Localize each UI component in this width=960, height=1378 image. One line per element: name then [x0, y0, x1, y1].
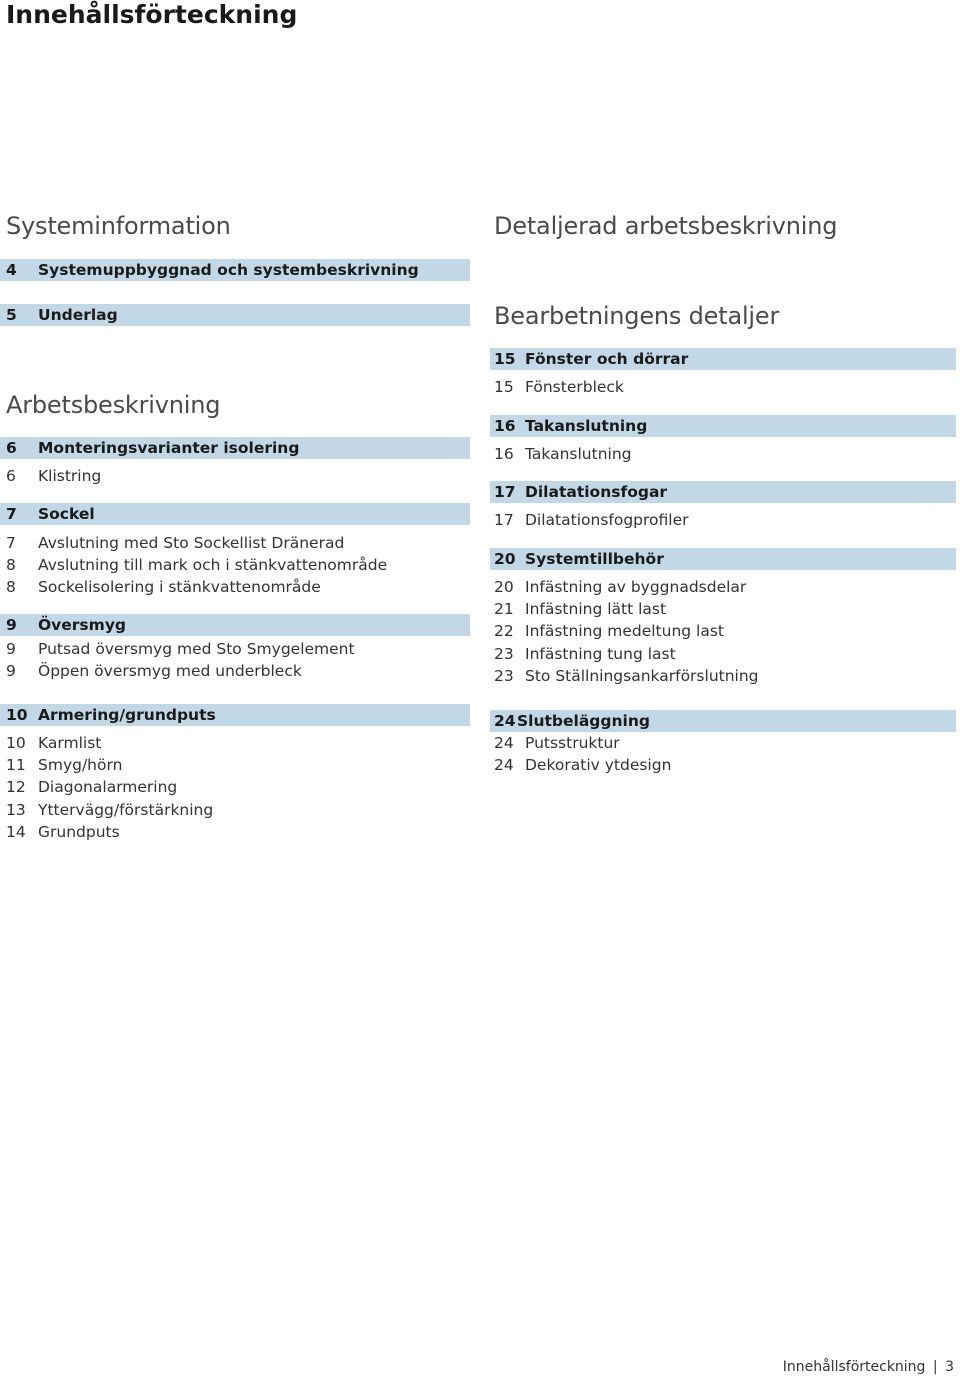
toc-page-number: 21: [494, 600, 514, 618]
toc-group-20[interactable]: [490, 548, 956, 570]
toc-group-15[interactable]: [490, 348, 956, 370]
toc-page-number: 13: [6, 801, 26, 819]
toc-page-number: 11: [6, 756, 26, 774]
toc-page-number: 24: [494, 712, 516, 730]
toc-page-number: 16: [494, 417, 516, 435]
toc-group-7[interactable]: [0, 503, 470, 525]
toc-page-number: 8: [6, 556, 16, 574]
toc-heading: Takanslutning: [525, 417, 648, 435]
toc-item[interactable]: [0, 465, 470, 487]
toc-item-label: Dekorativ ytdesign: [525, 756, 672, 774]
toc-item-label: Sockelisolering i stänkvattenområde: [38, 578, 321, 596]
toc-page-number: 14: [6, 823, 26, 841]
toc-page-number: 10: [6, 734, 26, 752]
toc-item[interactable]: [0, 660, 470, 682]
toc-item-label: Takanslutning: [525, 445, 632, 463]
toc-page-number: 10: [6, 706, 28, 724]
toc-item-label: Klistring: [38, 467, 102, 485]
toc-item-label: Avslutning till mark och i stänkvattenområde: [38, 556, 388, 574]
toc-page-number: 6: [6, 439, 17, 457]
section-title-systeminformation: Systeminformation: [6, 212, 231, 240]
page-title: Innehållsförteckning: [6, 0, 298, 29]
toc-item-label: Dilatationsfogprofiler: [525, 511, 689, 529]
toc-heading: Dilatationsfogar: [525, 483, 668, 501]
page-footer: [783, 1359, 954, 1375]
toc-page-number: 15: [494, 378, 514, 396]
toc-page-number: 12: [6, 778, 26, 796]
toc-page-number: 9: [6, 640, 16, 658]
toc-heading: Monteringsvarianter isolering: [38, 439, 300, 457]
toc-item[interactable]: [490, 598, 956, 620]
toc-item[interactable]: [490, 732, 956, 754]
toc-page-number: 15: [494, 350, 516, 368]
toc-page-number: 8: [6, 578, 16, 596]
toc-item[interactable]: [0, 732, 470, 754]
toc-page-number: 24: [494, 734, 514, 752]
toc-item-label: Grundputs: [38, 823, 120, 841]
toc-page-number: 17: [494, 483, 516, 501]
toc-item-label: Avslutning med Sto Sockellist Dränerad: [38, 534, 345, 552]
toc-page-number: 20: [494, 578, 514, 596]
toc-item-label: Smyg/hörn: [38, 756, 123, 774]
toc-group-6[interactable]: [0, 437, 470, 459]
toc-item-label: Sto Ställningsankarförslutning: [525, 667, 759, 685]
toc-heading: Slutbeläggning: [517, 712, 650, 730]
toc-group-17[interactable]: [490, 481, 956, 503]
toc-item-label: Infästning lätt last: [525, 600, 667, 618]
toc-item[interactable]: [490, 509, 956, 531]
toc-item-label: Yttervägg/förstärkning: [38, 801, 214, 819]
toc-heading: Underlag: [38, 306, 118, 324]
toc-group-16[interactable]: [490, 415, 956, 437]
toc-group-5[interactable]: [0, 304, 470, 326]
footer-separator: |: [932, 1359, 938, 1375]
toc-item-label: Öppen översmyg med underbleck: [38, 662, 302, 680]
toc-page-number: 9: [6, 662, 16, 680]
toc-item-label: Infästning tung last: [525, 645, 676, 663]
toc-page-number: 17: [494, 511, 514, 529]
toc-page-number: 16: [494, 445, 514, 463]
toc-page-number: 5: [6, 306, 17, 324]
toc-item[interactable]: [490, 643, 956, 665]
toc-item-label: Putsstruktur: [525, 734, 620, 752]
toc-item[interactable]: [0, 532, 470, 554]
toc-item-label: Infästning medeltung last: [525, 622, 724, 640]
toc-heading: Fönster och dörrar: [525, 350, 689, 368]
toc-page-number: 23: [494, 645, 514, 663]
toc-item-label: Fönsterbleck: [525, 378, 624, 396]
toc-item-label: Putsad översmyg med Sto Smygelement: [38, 640, 355, 658]
footer-label: Innehållsförteckning: [782, 1359, 926, 1375]
toc-page-number: 7: [6, 505, 17, 523]
toc-item[interactable]: [0, 638, 470, 660]
toc-page-number: 7: [6, 534, 16, 552]
toc-item-label: Diagonalarmering: [38, 778, 178, 796]
toc-item[interactable]: [490, 576, 956, 598]
toc-item[interactable]: [490, 376, 956, 398]
section-title-bearbetning: Bearbetningens detaljer: [494, 302, 780, 330]
toc-item[interactable]: [490, 620, 956, 642]
toc-page-number: 22: [494, 622, 514, 640]
toc-item[interactable]: [0, 554, 470, 576]
toc-item[interactable]: [0, 754, 470, 776]
toc-heading: Armering/grundputs: [38, 706, 216, 724]
toc-page-number: 24: [494, 756, 514, 774]
toc-page-number: 6: [6, 467, 16, 485]
toc-group-9[interactable]: [0, 614, 470, 636]
toc-item[interactable]: [490, 754, 956, 776]
toc-heading: Systemtillbehör: [525, 550, 664, 568]
toc-heading: Översmyg: [38, 616, 127, 634]
toc-heading: Systemuppbyggnad och systembeskrivning: [38, 261, 419, 279]
toc-group-4[interactable]: [0, 259, 470, 281]
toc-item-label: Karmlist: [38, 734, 102, 752]
toc-group-10[interactable]: [0, 704, 470, 726]
toc-item[interactable]: [0, 799, 470, 821]
toc-heading: Sockel: [38, 505, 95, 523]
toc-page-number: 9: [6, 616, 17, 634]
section-title-detaljerad: Detaljerad arbetsbeskrivning: [494, 212, 838, 240]
toc-page-number: 4: [6, 261, 17, 279]
toc-item[interactable]: [490, 443, 956, 465]
toc-item[interactable]: [0, 821, 470, 843]
toc-page-number: 20: [494, 550, 516, 568]
page-number: 3: [945, 1359, 954, 1375]
toc-item[interactable]: [490, 665, 956, 687]
toc-page-number: 23: [494, 667, 514, 685]
toc-item[interactable]: [0, 776, 470, 798]
toc-item[interactable]: [0, 576, 470, 598]
toc-group-24[interactable]: [490, 710, 956, 732]
section-title-arbetsbeskrivning: Arbetsbeskrivning: [6, 391, 221, 419]
toc-item-label: Infästning av byggnadsdelar: [525, 578, 747, 596]
